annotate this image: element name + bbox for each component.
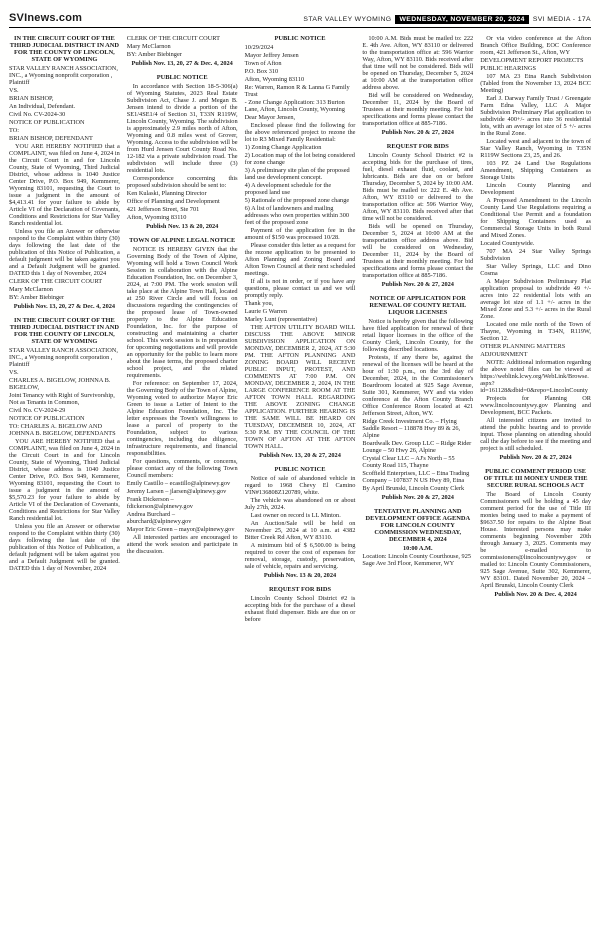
notice-paragraph: Lincoln County School District #2 is accepting bids for the purchase of tires, fuel, diesel exhaust fluid, coolant, and lubricants. Bids are due on or before Thursday, December 5, 2024 by 10:00 AM. Bids must be mailed to: 222 E. 4th Ave. Afton, WY 83110 or delivered to the transportation office at: 596 Warrior Way, Afton, WY 83110. Bids received after that time will not be considered. [362, 152, 474, 222]
notice-paragraph: 10:00 A.M. [403, 545, 433, 552]
notice-paragraph: Ridge Creek Investment Co. – Flying Saddle Resort – 118878 Hwy 89 & 26, Alpine [362, 418, 461, 439]
newspaper-column-1 [9, 35, 120, 915]
notice-paragraph: 2) Location map of the lot being considered for zone change [244, 152, 355, 166]
newspaper-column-5 [480, 35, 591, 915]
notice-paragraph: Scoffield Enterprises, LLC – Etna Trading Company – 107837 N US Hwy 89, Etna [362, 470, 470, 484]
notice-paragraph: Joint Tenancy with Right of Survivorship, Not as Tenants in Common, [9, 392, 115, 406]
notice-paragraph: 3) A preliminary site plan of the proposed land use development concept. [244, 167, 350, 181]
notice-columns [9, 35, 591, 915]
publish-line: Publish Nov. 13, 20, 27 & Dec. 4, 2024 [131, 60, 233, 67]
publish-line: Publish Nov. 20 & 27, 2024 [381, 494, 454, 501]
notice-title: PUBLIC COMMENT PERIOD USE OF TITLE III MONEY UNDER THE SECURE RURAL SCHOOLS ACT [483, 468, 588, 489]
header-date: WEDNESDAY, NOVEMBER 20, 2024 [395, 15, 528, 24]
notice-paragraph: 5) Rationale of the proposed zone change [244, 197, 350, 204]
legal-notice [362, 295, 473, 501]
notice-paragraph: BY: Amber Biebinger [9, 294, 65, 301]
notice-paragraph: Re: Warren, Ramon R & Lanna G Family Trust [244, 84, 350, 98]
notice-paragraph: Civil No. CV-2024-29 [9, 407, 66, 414]
notice-paragraph: Star Valley Springs, LLC and Dino Cosma [480, 263, 591, 277]
notice-paragraph: The Board of Lincoln County Commissioners will be holding a 45 day comment period for the use of Title III monies being used to make a payment of $9637.50 for repairs to the Alpine Boat House. Interested persons may make comments beginning November 20th through January 3, 2025. Comments may be e-mailed to commissioners@lincolncountywy.gov or mailed to: Lincoln County Commissioners, 925 Sage Avenue, Suite 302, Kemmerer, WY 83101. Dated November 20, 2024 – April Brunski, Lincoln County Clerk [480, 491, 591, 589]
notice-title: NOTICE OF APPLICATION FOR RENEWAL OF COUNTY RETAIL LIQUOR LICENSES [369, 295, 467, 316]
legal-notice [362, 35, 473, 136]
notice-paragraph: Correspondence concerning this proposed subdivision should be sent to: [126, 175, 238, 189]
notice-paragraph: OTHER PLANNING MATTERS [480, 343, 566, 350]
notice-paragraph: Andrea Burchard – aburchard@alpinewy.gov [126, 511, 192, 525]
notice-paragraph: Or via video conference at the Afton Branch Office Building, EOC Conference room, 421 Jefferson St., Afton, WY [480, 35, 591, 56]
notice-paragraph: NOTICE OF PUBLICATION [9, 119, 85, 126]
publish-line: Publish Nov. 20 & 27, 2024 [381, 281, 454, 288]
notice-paragraph: Laurie G Warren [244, 308, 287, 315]
notice-title: PUBLIC NOTICE [156, 74, 208, 81]
notice-paragraph: Thank you, [244, 300, 274, 307]
publish-line: Publish Nov. 13, 20, 27 & Dec. 4, 2024 [13, 303, 116, 310]
notice-paragraph: - Zone Change Application: 313 Burton Lane, Afton, Lincoln County, Wyoming [244, 99, 345, 113]
notice-paragraph: Bids will be opened on Thursday, December 5, 2024 at 10:00 AM at the transportation office address above. Bid will be considered on Wednesday, December 11, 2024 by the Board of Trustees at their monthly meeting. For bid specifications and forms please contact the transportation office at 885-7186. [362, 223, 474, 279]
publish-line: Publish Nov. 20 & 27, 2024 [381, 129, 454, 136]
notice-paragraph: For reference: on September 17, 2024, the Governing Body of the Town of Alpine, Wyoming voted to authorize Mayor Eric Green to issue a Letter of Intent to the Alpine Education Foundation, Inc. The letter expresses the Town's willingness to lease a parcel of property to the Foundation, subject to various contingencies, including due diligence, infrastructure requirements, and financial responsibilities. [126, 380, 238, 457]
notice-paragraph: 107 MA 23 Etna Ranch Subdivision (Tabled from the November 13, 2024 BCC Meeting) [480, 73, 591, 94]
notice-title: REQUEST FOR BIDS [386, 143, 449, 150]
notice-paragraph: In accordance with Section 18-5-306(a) of Wyoming Statutes, 2023 Real Estate Subdivision Act, Chase J. and Megan B. Jensen intend to divide a portion of the SE1/4SE1/4 of Section 31, T33N R119W, Lincoln County, Wyoming. The subdivision is approximately 2.9 miles north of Afton, Wyoming and 0.8 miles west of Grover, Wyoming. Access to the subdivision will be from Hurd Jensen Court County Road No. 12-182 via a private subdivision road. The subdivision will include three (3) residential lots. [126, 83, 238, 174]
notice-paragraph: VS. [9, 87, 19, 94]
notice-paragraph: Located one mile north of the Town of Thayne, Wyoming in T34N, R119W, Section 12. [480, 321, 591, 342]
notice-title: REQUEST FOR BIDS [268, 586, 331, 593]
notice-title: PUBLIC NOTICE [274, 466, 326, 473]
legal-notice [9, 35, 120, 310]
legal-notice [245, 35, 356, 459]
notice-paragraph: YOU ARE HEREBY NOTIFIED that a COMPLAINT, was filed on June 4, 2024 in the Circuit Court in and for Lincoln County, State of Wyoming, Third Judicial District, whose address is 1040 Justice Center Drive, P.O. Box 949, Kemmerer, Wyoming 83101, requesting the Court to issue a judgment in the amount of $5,570.23 for your failure to abide by Article VI of the Declaration of Covenants, Conditions and Restrictions for Star Valley Ranch residential lot. [9, 438, 120, 522]
notice-paragraph: 103 PZ 24 Land Use Regulations Amendment, Shipping Containers as Storage Units [480, 160, 591, 181]
notice-paragraph: CHARLES A. BIGELOW, JOHNNA B. BIGELOW, [9, 377, 111, 391]
notice-paragraph: 6) A list of landowners and mailing addresses who own properties within 300 feet of the proposed zone [244, 205, 349, 226]
notice-paragraph: ADJOURNMENT [480, 351, 528, 358]
notice-paragraph: THE AFTON UTILITY BOARD WILL DISCUSS THE ABOVE MINOR SUBDIVISION APPLICATION ON MONDAY, DECEMBER 2, 2024, AT 5:30 PM. THE AFTON PLANNING AND ZONING BOARD WILL RECEIVE PUBLIC INPUT, PROTEST, AND COMMENTS AT 7:00 P.M. ON MONDAY, DECEMBER 2, 2024, IN THE LARGE CONFERENCE ROOM AT THE AFTON TOWN HALL REGARDING THE ABOVE ZONING CHANGE APPLICATION. FURTHER HEARING IS THE SAME WILL BE HEARD ON TUESDAY, DECEMBER 10, 2024, AT 5:30 P.M. BY THE COUNCIL OF THE TOWN OF AFTON AT THE AFTON TOWN HALL. [244, 324, 356, 450]
notice-paragraph: Bid will be considered on Wednesday, December 11, 2024 by the Board of Trustees at their monthly meeting. For bid specifications and forms please contact the transportation office at 885-7186. [362, 92, 474, 127]
publish-line: Publish Nov. 20 & 27, 2024 [499, 454, 572, 461]
notice-paragraph: Earl J. Darway Family Trust / Greengate Farm Edna Valley, LLC A Major Subdivision Preliminary Plat application to subdivide 400+/- acres into 36 residential lots, with an average lot size of 5 +/- acres in the Rural Zone. [480, 95, 591, 137]
notice-paragraph: Location: Lincoln County Courthouse, 925 Sage Ave 3rd Floor, Kemmerer, WY [362, 553, 471, 567]
header-location: STAR VALLEY WYOMING [303, 16, 392, 23]
notice-paragraph: Marley Lunt (representative) [244, 316, 318, 323]
notice-paragraph: Notice of sale of abandoned vehicle in regard to 1968 Chevy El Camino VIN#136808Z120789, white. [244, 475, 356, 496]
publish-line: Publish Nov. 13 & 20, 2024 [263, 572, 337, 579]
legal-notice [127, 237, 238, 555]
publish-line: Publish Nov. 13, 20 & 27, 2024 [259, 452, 341, 459]
legal-notice [480, 468, 591, 598]
notice-paragraph: All interested parties are encouraged to attend the work session and participate in the discussion. [126, 534, 238, 555]
newspaper-column-2 [127, 35, 238, 915]
header-edition: SVI MEDIA - 17A [532, 16, 591, 23]
notice-paragraph: Located Countywide. [480, 240, 535, 247]
notice-paragraph: TO: CHARLES A. BIGELOW AND JOHNNA B. BIGELOW, DEFENDANTS [9, 423, 116, 437]
notice-paragraph: Civil No. CV-2024-30 [9, 111, 66, 118]
notice-paragraph: 707 MA 24 Star Valley Springs Subdivision [480, 248, 591, 262]
notice-paragraph: Payment of the application fee in the amount of $150 was processed 10/28. [244, 227, 356, 241]
legal-notice [480, 35, 591, 461]
notice-paragraph: BY: Amber Biebinger [126, 51, 182, 58]
notice-paragraph: CLERK OF THE CIRCUIT COURT [126, 35, 220, 42]
notice-paragraph: Office of Planning and Development [126, 198, 220, 205]
notice-paragraph: Dear Mayor Jensen, [244, 114, 296, 121]
legal-notice [127, 74, 238, 230]
legal-notice [245, 466, 356, 579]
notice-paragraph: Crystal Clear LLC – AJ's North – 55 County Road 115, Thayne [362, 455, 455, 469]
notice-paragraph: Afton, Wyoming 83110 [244, 76, 305, 83]
notice-paragraph: Lincoln County Planning and Development [480, 182, 591, 196]
notice-paragraph: BRIAN BISHOP, [9, 95, 54, 102]
notice-paragraph: 4) A development schedule for the proposed land use [244, 182, 332, 196]
notice-paragraph: PUBLIC HEARINGS [480, 65, 536, 72]
notice-paragraph: If all is not in order, or if you have any questions, please contact us and we will promptly reply. [244, 278, 356, 299]
newspaper-column-3 [245, 35, 356, 915]
notice-title: TENTATIVE PLANNING AND DEVELOPMENT OFFICE AGENDA FOR LINCOLN COUNTY COMMISSION WEDNESDAY, DECEMBER 4, 2024 [365, 508, 471, 543]
notice-paragraph: An Individual, Defendant. [9, 103, 76, 110]
notice-paragraph: Emily Castillo – ecastillo@alpinewy.gov [126, 480, 231, 487]
notice-paragraph: Frank Dickerson – fdickerson@alpinewy.gov [126, 496, 193, 510]
legal-notice [362, 143, 473, 288]
header-meta [303, 15, 591, 24]
notice-title: PUBLIC NOTICE [274, 35, 326, 42]
newspaper-column-4 [362, 35, 473, 915]
notice-title: IN THE CIRCUIT COURT OF THE THIRD JUDICIAL DISTRICT IN AND FOR THE COUNTY OF LINCOLN, STATE OF WYOMING [9, 317, 120, 345]
notice-paragraph: Mary McClarnon [9, 286, 53, 293]
publish-line: Publish Nov. 13 & 20, 2024 [146, 223, 219, 230]
notice-paragraph: Notice is hereby given that the following have filed application for renewal of their retail liquor licenses in the office of the County Clerk, Lincoln County, for the following described locations. [362, 318, 474, 353]
legal-notice [127, 35, 238, 67]
publish-line: Publish Nov. 20 & Dec. 4, 2024 [494, 591, 577, 598]
notice-paragraph: NOTICE OF PUBLICATION [9, 415, 85, 422]
notice-paragraph: 10:00 A.M. Bids must be mailed to: 222 E. 4th Ave. Afton, WY 83110 or delivered to the transportation office at: 596 Warrior Way, Afton, WY 83110. Bids received after that time will not be considered. Bids will be opened on Thursday, December 5, 2024 at 10:00 AM at the transportation office address above. [362, 35, 474, 91]
notice-paragraph: Unless you file an Answer or otherwise respond to the Complaint within thirty (30) days following the last date of the publication of this Notice of Publication, a default judgment will be taken against you and a Default Judgment will be granted. DATED this 1 day of November, 2024 [9, 228, 120, 277]
notice-paragraph: Located west and adjacent to the town of Star Valley Ranch, Wyoming in T35N R119W Sections 23, 25, and 26. [480, 138, 591, 159]
notice-paragraph: An Auction/Sale will be held on November 25, 2024 at 10 a.m. at 4382 Bitter Creek Rd Afton, WY 83110. [244, 520, 356, 541]
notice-paragraph: Town of Afton [244, 60, 282, 67]
notice-paragraph: Ken Kulaski, Planning Director [126, 190, 207, 197]
notice-paragraph: Please consider this letter as a request for the rezone application to be presented to Afton Planning and Zoning Board and Afton Town Council at their next scheduled meetings. [244, 242, 356, 277]
notice-paragraph: P.O. Box 310 [244, 68, 279, 75]
legal-notice [9, 317, 120, 572]
notice-paragraph: Last owner on record is LL Minton. [250, 512, 341, 519]
notice-paragraph: The vehicle was abandoned on or about July 27th, 2024. [244, 497, 356, 511]
notice-paragraph: NOTE: Additional information regarding the above noted files can be viewed at https://weblink.lcwy.org/WebLink/Browse.aspx?id=161128&dbid=0&repo=LincolnCounty [480, 359, 591, 394]
notice-paragraph: Jeremy Larsen – jlarsen@alpinewy.gov [126, 488, 227, 495]
page-header [9, 12, 591, 24]
legal-notice [245, 586, 356, 623]
notice-paragraph: Afton, Wyoming 83110 [126, 214, 187, 221]
notice-paragraph: Lincoln County School District #2 is accepting bids for the purchase of a diesel exhaust fluid dispenser. Bids are due on or before [244, 595, 356, 623]
notice-paragraph: Projects for Planning OR www.lincolncountywy.gov Planning and Development, BCC Packets. [480, 395, 591, 416]
notice-paragraph: Unless you file an Answer or otherwise respond to the Complaint within thirty (30) days following the last date of the publication of this Notice of Publication, a default judgment will be taken against you and a Default Judgment will be granted. DATED this 1 day of November, 2024 [9, 523, 120, 572]
notice-paragraph: NOTICE IS HEREBY GIVEN that the Governing Body of the Town of Alpine, Wyoming will hold a Town Council Work Session in collaboration with the Alpine Education Foundation, Inc. on December 3, 2024, at 7:00 PM. The work session will take place at the Alpine Town Hall, located at 250 River Circle and will focus on discussions regarding the contingencies of the proposed lease of Town-owned property to the Alpine Education Foundation, Inc. for the purpose of constructing and maintaining a charter school. This work session is in preparation for upcoming negotiations and will provide an opportunity for the public to learn more about the lease terms, the proposed charter school project, and the related requirements. [126, 246, 238, 379]
notice-paragraph: A Proposed Amendment to the Lincoln County Land Use Regulations requiring a Conditional Use Permit and a foundation for Shipping Containers used as Commercial Storage Units in both Rural and Mixed Zones. [480, 197, 591, 239]
notice-paragraph: Enclosed please find the following for the above referenced project to rezone the lot to R3 Mixed Family Residential: [244, 122, 356, 143]
notice-paragraph: BRIAN BISHOP, DEFENDANT [9, 135, 93, 142]
notice-paragraph: VS. [9, 369, 19, 376]
notice-paragraph: STAR VALLEY RANCH ASSOCIATION, INC., a Wyoming nonprofit corporation , Plaintiff [9, 65, 118, 86]
notice-paragraph: Mayor Eric Green – mayor@alpinewy.gov [126, 526, 235, 533]
notice-paragraph: TO: [9, 127, 20, 134]
notice-paragraph: CLERK OF THE CIRCUIT COURT [9, 278, 103, 285]
header-rule [9, 27, 591, 28]
notice-paragraph: By April Brunski, Lincoln County Clerk [362, 485, 465, 492]
notice-paragraph: A Major Subdivision Preliminary Plat application proposal to subdivide 49 +/- acres into 22 residential lots with an average lot size of 1.1 +/- acres in the Mixed Zone and 5.3 +/- acres in the Rural Zone. [480, 278, 591, 320]
notice-paragraph: All interested citizens are invited to attend the public hearing and to provide input. Those planning on attending should call the day before to see if the meeting and project is still scheduled. [480, 417, 591, 452]
site-name: SVInews.com [9, 12, 83, 24]
notice-paragraph: Mary McClarnon [126, 43, 171, 50]
notice-paragraph: 421 Jefferson Street, Ste 701 [126, 206, 200, 213]
notice-paragraph: A minimum bid of $ 6,500.00 is being required to cover the cost of expenses for removal, storage, custody, preservation, sale of vehicle, repairs and servicing. [244, 542, 356, 570]
notice-paragraph: Mayor Jeffrey Jensen [244, 52, 299, 59]
notice-paragraph: YOU ARE HEREBY NOTIFIED that a COMPLAINT, was filed on June 4, 2024 in the Circuit Court in and for Lincoln County, State of Wyoming, Third Judicial District, whose address is 1040 Justice Center Drive, P.O. Box 949, Kemmerer, Wyoming 83101, requesting the Court to issue a judgment in the amount of $4,413.41 for your failure to abide by Article VI of the Declaration of Covenants, Conditions and Restrictions for Star Valley Ranch residential lot. [9, 143, 120, 227]
notice-paragraph: 1) Zoning Change Application [244, 144, 322, 151]
notice-paragraph: Protests, if any there be, against the renewal of the licenses will be heard at the hour of 1:30 p.m., on the 3rd day of December, 2024, in the Commissioner's Boardroom located at 925 Sage Avenue, Suite 301, Kemmerer, WY and via video conference at the Afton County Branch Office Conference Room located at 421 Jefferson Street, Afton, WY. [362, 354, 474, 417]
notice-title: IN THE CIRCUIT COURT OF THE THIRD JUDICIAL DISTRICT IN AND FOR THE COUNTY OF LINCOLN, STATE OF WYOMING [9, 35, 120, 63]
notice-paragraph: Boardwalk Dev. Group LLC – Ridge Rider Lounge – 50 Hwy 26, Alpine [362, 440, 472, 454]
legal-notice [362, 508, 473, 567]
notice-paragraph: 10/29/2024 [244, 44, 274, 51]
notice-paragraph: STAR VALLEY RANCH ASSOCIATION, INC., a Wyoming nonprofit corporation , Plaintiff [9, 347, 118, 368]
notice-paragraph: DEVELOPMENT REPORT PROJECTS [480, 57, 584, 64]
notice-title: TOWN OF ALPINE LEGAL NOTICE [129, 237, 236, 244]
notice-paragraph: For questions, comments, or concerns, please contact any of the following Town Council members: [126, 458, 238, 479]
